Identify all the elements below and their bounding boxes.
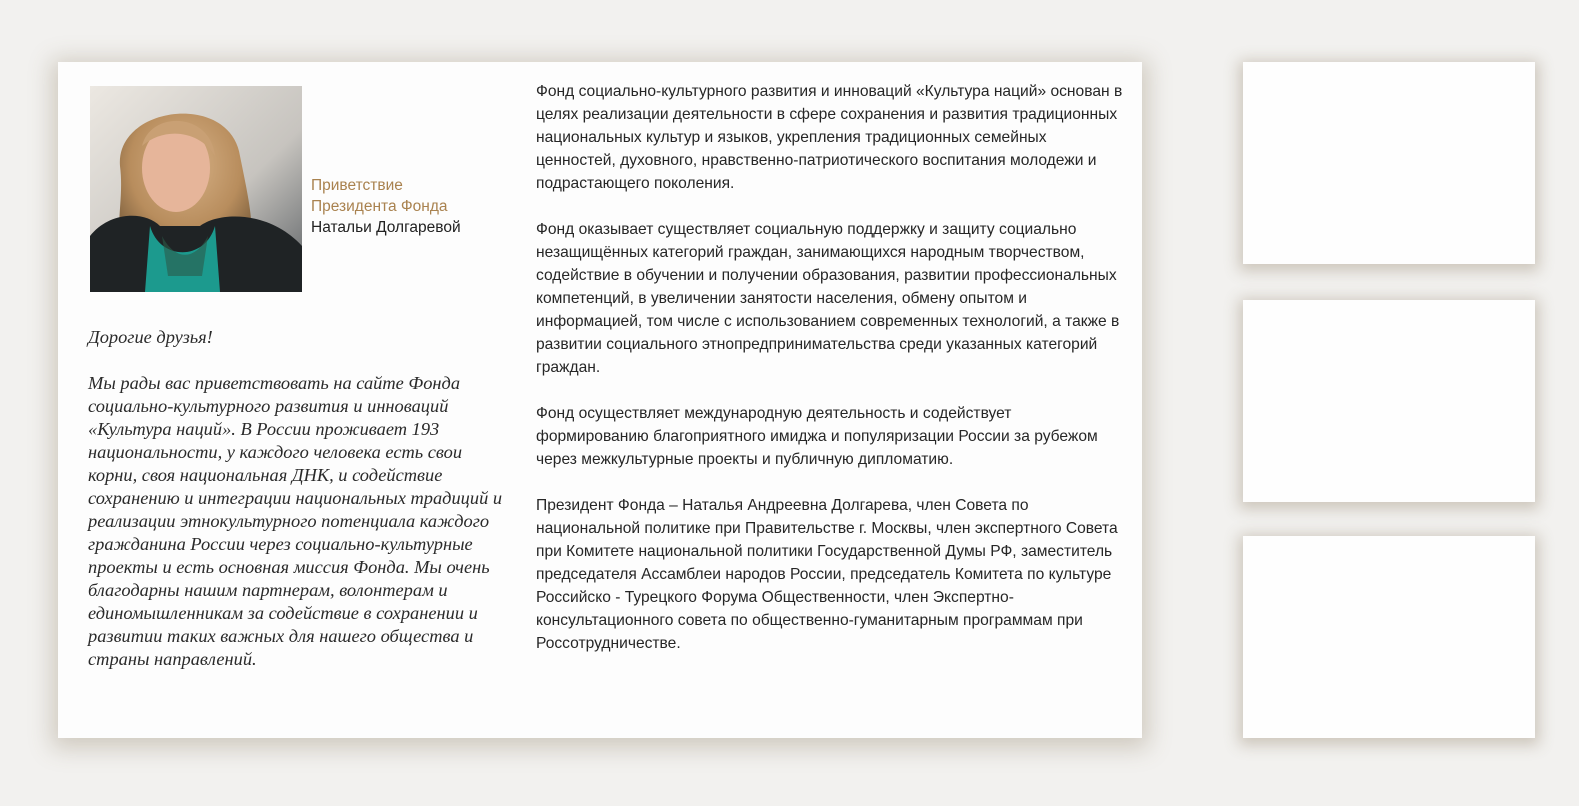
letter-salutation: Дорогие друзья!	[88, 327, 213, 347]
side-card-1[interactable]	[1243, 62, 1535, 264]
side-card-3[interactable]	[1243, 536, 1535, 738]
greeting-line-1: Приветствие	[311, 177, 403, 194]
greeting-title	[311, 175, 461, 238]
about-paragraph: Фонд оказывает существляет социальную поддержку и защиту социально незащищённых категорий граждан, занимающихся народным творчеством, содействие в обучении и получении образования, развитии профессиональных компетенций, в увеличении занятости населения, обмену опытом и информацией, том числе с использованием современных технологий, а также в развитии социального этнопредпринимательства среди указанных категорий граждан.	[536, 221, 1120, 376]
letter-body: Мы рады вас приветствовать на сайте Фонда социально-культурного развития и инноваций «Культура наций». В России проживает 193 национальности, у каждого человека есть свои корни, своя национальная ДНК, и содействие сохранению и интеграции национальных традиций и реализации этнокультурного потенциала каждого гражданина России через социально-культурные проекты и есть основная миссия Фонда. Мы очень благодарны нашим партнерам, волонтерам и единомышленникам за содействие в сохранении и развитии таких важных для нашего общества и страны направлений.	[88, 373, 503, 669]
greeting-letter	[88, 326, 508, 694]
about-paragraph: Фонд осуществляет международную деятельность и содействует формированию благоприятного имиджа и популяризации России за рубежом через межкультурные проекты и публичную дипломатию.	[536, 405, 1098, 468]
greeting-line-2: Президента Фонда	[311, 198, 448, 215]
foundation-description	[536, 80, 1126, 678]
about-paragraph: Фонд социально-культурного развития и инноваций «Культура наций» основан в целях реализации деятельности в сфере сохранения и развития традиционных национальных культур и языков, укрепления традиционных семейных ценностей, духовного, нравственно-патриотического воспитания молодежи и подрастающего поколения.	[536, 83, 1123, 192]
portrait-image	[90, 86, 302, 292]
president-photo	[90, 86, 302, 292]
about-paragraph: Президент Фонда – Наталья Андреевна Долгарева, член Совета по национальной политике при Правительстве г. Москвы, член экспертного Совета при Комитете национальной политики Государственной Думы РФ, заместитель председателя Ассамблеи народов России, председатель Комитета по культуре Российско - Турецкого Форума Общественности, член Экспертно-консультационного совета по общественно-гуманитарным программам при Россотрудничестве.	[536, 497, 1118, 652]
side-card-2[interactable]	[1243, 300, 1535, 502]
president-name: Натальи Долгаревой	[311, 219, 461, 236]
president-greeting-card	[58, 62, 1142, 738]
